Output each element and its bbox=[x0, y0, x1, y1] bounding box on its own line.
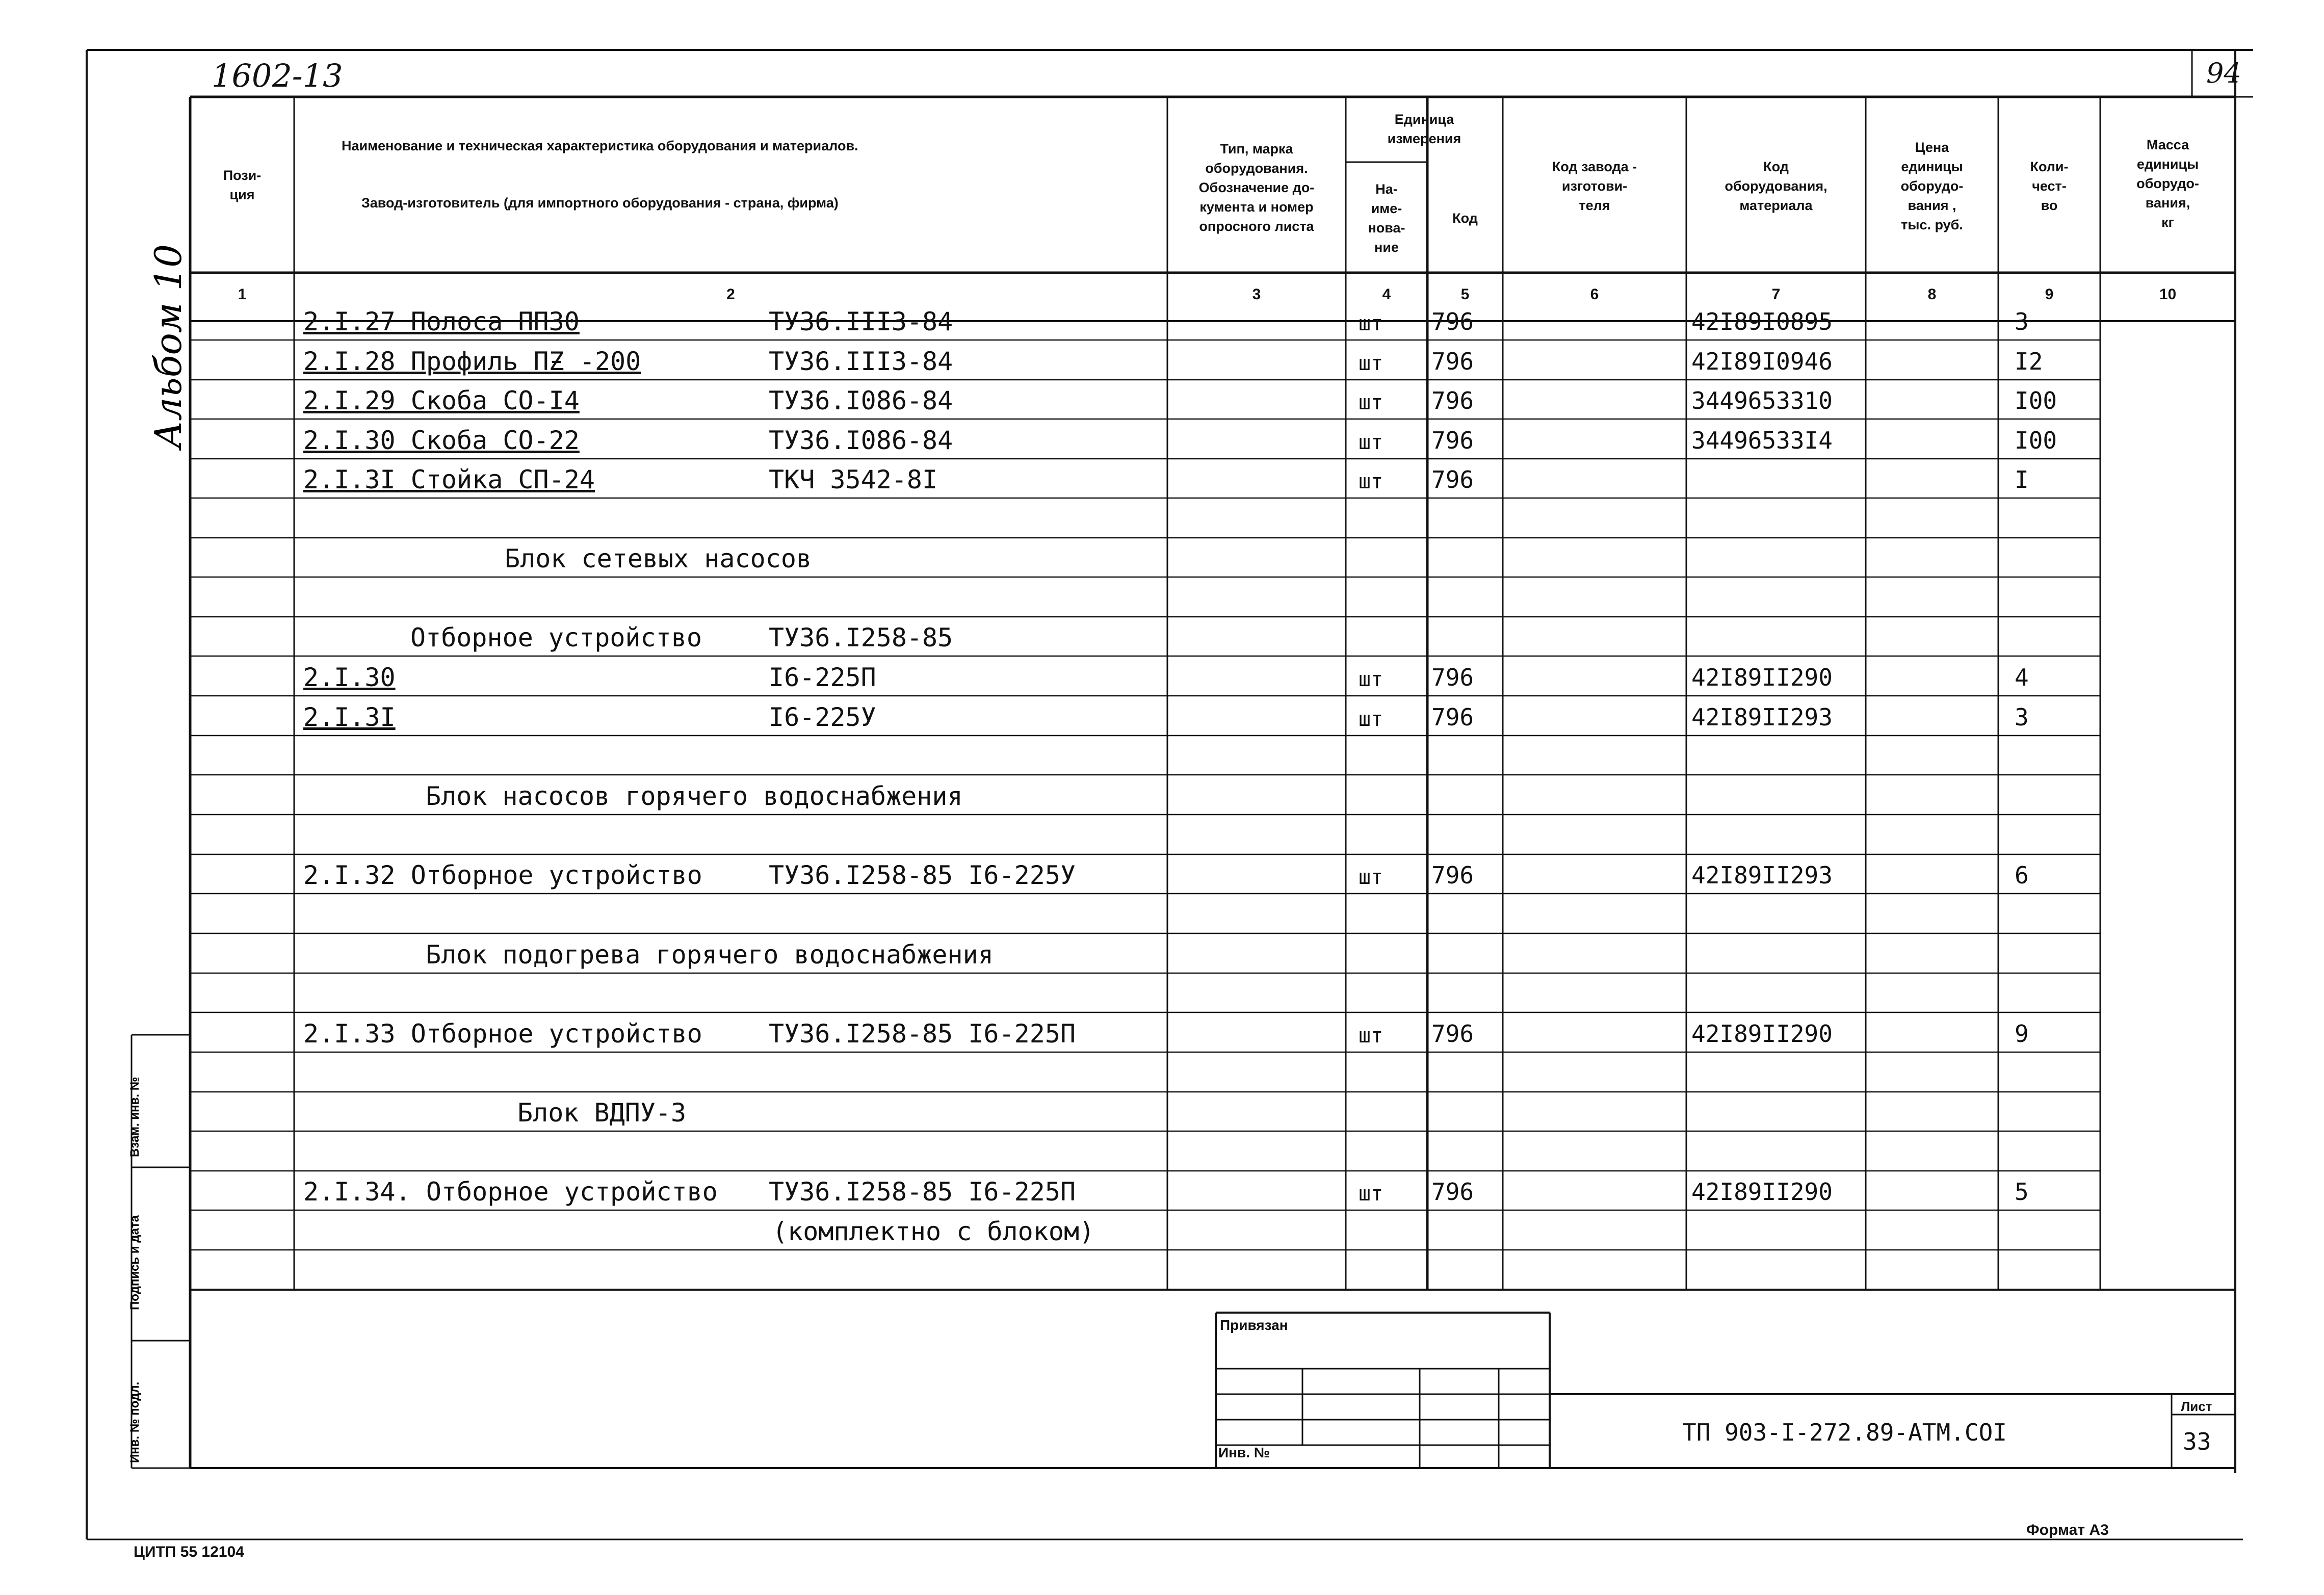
item-name: 2.I.30 bbox=[303, 663, 396, 692]
sheet-label: Лист bbox=[2181, 1399, 2212, 1414]
item-specification: ТУ36.I258-85 I6-225П bbox=[769, 1177, 1076, 1207]
item-equipment-code: 42I89II290 bbox=[1691, 1020, 1833, 1048]
item-unit: шт bbox=[1359, 866, 1383, 889]
stamp-privyazan: Привязан bbox=[1220, 1317, 1288, 1333]
item-quantity: 4 bbox=[2015, 664, 2029, 691]
item-unit: шт bbox=[1359, 312, 1383, 335]
side-label-podpis-data: Подпись и дата bbox=[128, 1215, 142, 1310]
item-name: 2.I.34. Отборное устройство bbox=[303, 1177, 718, 1207]
header-unit-name: На- име- нова- ние bbox=[1368, 181, 1405, 255]
item-unit: шт bbox=[1359, 668, 1383, 691]
item-name: 2.I.3I Стойка СП-24 bbox=[303, 465, 595, 494]
item-name: 2.I.32 Отборное устройство bbox=[303, 860, 702, 890]
item-name: 2.I.29 Скоба СО-I4 bbox=[303, 386, 580, 415]
document-designation: ТП 903-I-272.89-АТМ.СОI bbox=[1682, 1419, 2007, 1446]
item-equipment-code: 34496533I4 bbox=[1691, 427, 1833, 454]
column-number: 9 bbox=[2045, 286, 2054, 303]
header-quantity: Коли- чест- во bbox=[2030, 159, 2069, 213]
item-specification: ТУ36.I258-85 I6-225П bbox=[769, 1019, 1076, 1049]
item-quantity: I00 bbox=[2015, 387, 2057, 414]
section-title: Блок подогрева горячего водоснабжения bbox=[426, 940, 994, 970]
item-equipment-code: 3449653310 bbox=[1691, 387, 1833, 414]
column-number: 4 bbox=[1382, 286, 1391, 303]
item-unit-code: 796 bbox=[1431, 703, 1474, 731]
item-specification: ТУ36.I086-84 bbox=[769, 386, 953, 415]
item-unit: шт bbox=[1359, 1024, 1383, 1048]
item-unit: шт bbox=[1359, 470, 1383, 493]
header-unit-price: Цена единицы оборудо- вания , тыс. руб. bbox=[1900, 140, 1964, 232]
item-quantity: 6 bbox=[2015, 861, 2029, 889]
column-number: 10 bbox=[2159, 286, 2177, 303]
column-number: 3 bbox=[1252, 286, 1261, 303]
item-specification: ТУ36.I258-85 I6-225У bbox=[769, 860, 1076, 890]
column-number: 2 bbox=[726, 286, 735, 303]
item-unit: шт bbox=[1359, 391, 1383, 414]
item-equipment-code: 42I89II290 bbox=[1691, 664, 1833, 691]
document-number: 1602-13 bbox=[212, 57, 343, 94]
item-specification: ТКЧ 3542-8I bbox=[769, 465, 938, 494]
item-equipment-code: 42I89II290 bbox=[1691, 1178, 1833, 1206]
item-name: 2.I.30 Скоба СО-22 bbox=[303, 426, 580, 455]
side-label-vzam-inv: Взам. инв. № bbox=[128, 1077, 142, 1157]
stamp-inv-no: Инв. № bbox=[1218, 1445, 1270, 1460]
item-unit-code: 796 bbox=[1431, 861, 1474, 889]
section-title: Блок насосов горячего водоснабжения bbox=[426, 781, 963, 811]
sheet-corner-number: 94 bbox=[2206, 57, 2241, 89]
section-title: Блок ВДПУ-3 bbox=[517, 1098, 687, 1128]
item-quantity: 3 bbox=[2015, 703, 2029, 731]
item-specification: ТУ36.I258-85 bbox=[769, 623, 953, 652]
item-equipment-code: 42I89I0895 bbox=[1691, 308, 1833, 335]
sheet-number: 33 bbox=[2183, 1428, 2211, 1455]
item-specification: ТУ36.III3-84 bbox=[769, 347, 953, 376]
footer-format: Формат А3 bbox=[2026, 1522, 2109, 1538]
footer-print-code: ЦИТП 55 12104 bbox=[134, 1544, 244, 1560]
item-name: 2.I.27 Полоса ПП30 bbox=[303, 307, 580, 336]
item-specification: ТУ36.I086-84 bbox=[769, 426, 953, 455]
item-unit: шт bbox=[1359, 1182, 1383, 1206]
item-unit-code: 796 bbox=[1431, 308, 1474, 335]
column-number: 1 bbox=[238, 286, 247, 303]
header-type: Тип, марка оборудования. Обозначение до- кумента и номер опросного листа bbox=[1198, 141, 1315, 234]
item-specification: (комплектно с блоком) bbox=[772, 1217, 1095, 1246]
header-factory-code: Код завода - изготови- теля bbox=[1552, 159, 1637, 213]
item-unit-code: 796 bbox=[1431, 387, 1474, 414]
column-number: 8 bbox=[1927, 286, 1937, 303]
item-specification: I6-225П bbox=[769, 663, 876, 692]
item-unit-code: 796 bbox=[1431, 348, 1474, 375]
item-quantity: I00 bbox=[2015, 427, 2057, 454]
section-title: Блок сетевых насосов bbox=[505, 544, 812, 573]
header-unit-code: Код bbox=[1452, 210, 1478, 226]
header-unit-mass: Масса единицы оборудо- вания, кг bbox=[2136, 137, 2199, 230]
item-unit: шт bbox=[1359, 352, 1383, 375]
item-name: 2.I.28 Профиль ПƵ -200 bbox=[303, 347, 641, 376]
header-equipment-code: Код оборудования, материала bbox=[1725, 159, 1827, 213]
item-unit: шт bbox=[1359, 431, 1383, 454]
item-equipment-code: 42I89II293 bbox=[1691, 703, 1833, 731]
column-number: 6 bbox=[1590, 286, 1599, 303]
item-unit-code: 796 bbox=[1431, 664, 1474, 691]
header-position: Пози- ция bbox=[223, 167, 262, 202]
item-specification: ТУ36.III3-84 bbox=[769, 307, 953, 336]
item-name: 2.I.3I bbox=[303, 702, 396, 732]
item-quantity: I2 bbox=[2015, 348, 2043, 375]
column-number: 5 bbox=[1460, 286, 1470, 303]
item-unit-code: 796 bbox=[1431, 466, 1474, 493]
item-unit: шт bbox=[1359, 708, 1383, 731]
item-name: 2.I.33 Отборное устройство bbox=[303, 1019, 702, 1049]
item-quantity: 3 bbox=[2015, 308, 2029, 335]
side-label-inv-podl: Инв. № подл. bbox=[128, 1381, 142, 1463]
item-quantity: 9 bbox=[2015, 1020, 2029, 1048]
item-specification: I6-225У bbox=[769, 702, 876, 732]
item-unit-code: 796 bbox=[1431, 1020, 1474, 1048]
header-name: Наименование и техническая характеристика оборудования и материалов. Завод-изготовитель (для импортного оборудования - страна, фирма) bbox=[342, 138, 858, 211]
item-unit-code: 796 bbox=[1431, 1178, 1474, 1206]
header-unit: Единица измерения bbox=[1387, 112, 1461, 146]
item-equipment-code: 42I89I0946 bbox=[1691, 348, 1833, 375]
item-quantity: 5 bbox=[2015, 1178, 2029, 1206]
item-unit-code: 796 bbox=[1431, 427, 1474, 454]
column-number: 7 bbox=[1771, 286, 1781, 303]
item-quantity: I bbox=[2015, 466, 2029, 493]
item-name: Отборное устройство bbox=[410, 623, 702, 652]
item-equipment-code: 42I89II293 bbox=[1691, 861, 1833, 889]
album-label: Альбом 10 bbox=[147, 244, 190, 449]
